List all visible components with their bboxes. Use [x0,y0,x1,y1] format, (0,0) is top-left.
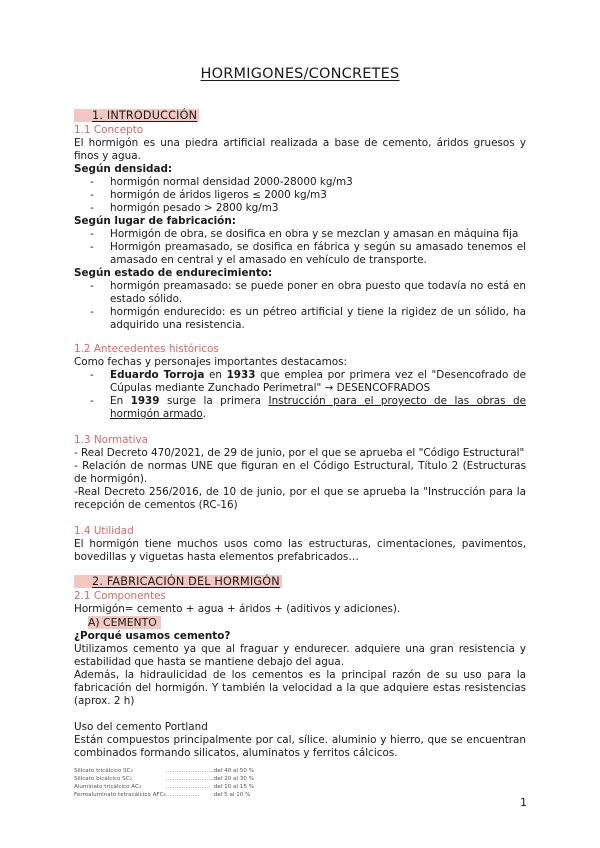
page-number: 1 [520,796,527,809]
list-item [110,395,526,421]
table-cell: Ferroaluminato tetracálcico AFC₄ [74,792,166,798]
item2-mid: surge la primera [159,395,269,407]
section-1-heading-wrap [74,109,526,123]
table-cell: ........................... [165,768,214,774]
normativa-title: 1.3 Normativa [74,434,149,446]
lugar-label: Según lugar de fabricación: [74,215,236,227]
table-cell: del 40 al 50 % [213,768,254,774]
torroja-en: en [204,369,227,381]
list-item: - Hormigón preamasado, se dosifica en fábrica y según su amasado tenemos el amasado en central y el amasado en vehículo de transporte. [110,241,526,267]
table-cell: ................... [165,792,200,798]
table-cell: ........................... [165,776,214,782]
densidad-list [74,176,526,215]
section-2-heading: 2. FABRICACIÓN DEL HORMIGÓN [74,575,282,588]
componentes-block [74,590,526,760]
list-item: - hormigón pesado > 2800 kg/m3 [110,202,526,215]
section-1-heading: 1. INTRODUCCIÓN [74,109,199,122]
cemento-question: ¿Porqué usamos cemento? [74,630,231,642]
list-item: - hormigón de áridos ligeros ≤ 2000 kg/m3 [110,189,526,202]
endurecimiento-label: Según estado de endurecimiento: [74,267,273,279]
table-row [74,767,254,775]
normativa-block [74,434,526,512]
concepto-text: El hormigón es una piedra artificial realizada a base de cemento, áridos gruesos y finos y agua. [74,137,526,162]
antecedentes-title: 1.2 Antecedentes históricos [74,343,219,355]
utilidad-text: El hormigón tiene muchos usos como las estructuras, cimentaciones, pavimentos, bovedillas y viguetas hasta elementos prefabricados… [74,538,526,563]
componentes-title: 2.1 Componentes [74,590,166,602]
antecedentes-block [74,343,526,421]
document-title: HORMIGONES/CONCRETES [200,66,400,82]
torroja-name: Eduardo Torroja [110,369,205,381]
cemento-heading: A) CEMENTO [88,616,161,629]
lugar-list [74,228,526,267]
concepto-block [74,124,526,332]
table-cell: del 10 al 15 % [213,784,254,790]
section-2-heading-wrap [74,575,526,589]
table-cell: Silicato bicálcico SC₂ [74,776,132,782]
normativa-line: -Real Decreto 256/2016, de 10 de junio, por el que se aprueba la "Instrucción para la recepción de cementos (RC-16) [74,486,526,511]
antecedentes-intro: Como fechas y personajes importantes destacamos: [74,356,348,368]
cemento-paragraph-2: Además, la hidraulicidad de los cementos es la principal razón de su uso para la fabricación del hormigón. Y también la velocidad a la que adquiere estas resistencias (aprox. 2 h) [74,669,526,707]
item2-pre: En [110,395,131,407]
concepto-title: 1.1 Concepto [74,124,144,136]
table-cell: ......................... [165,784,211,790]
table-cell: del 5 al 10 % [213,792,251,798]
list-item: - hormigón endurecido: es un pétreo artificial y tiene la rigidez de un sólido, ha adquirido una resistencia. [110,306,526,332]
item2-end: . [202,408,206,420]
portland-title: Uso del cemento Portland [74,721,208,733]
normativa-line: - Relación de normas UNE que figuran en el Código Estructural, Título 2 (Estructuras de hormigón). [74,460,526,485]
torroja-text: que emplea por primera vez el "Desencofrado de Cúpulas mediante Zunchado Perimetral" → DESENCOFRADOS [110,369,526,394]
cemento-paragraph-1: Utilizamos cemento ya que al fraguar y endurecer. adquiere una gran resistencia y estabilidad que hasta se mantiene debajo del agua. [74,643,526,668]
table-cell: Aluminato tricálcico AC₃ [74,784,142,790]
utilidad-block [74,525,526,564]
torroja-year: 1933 [226,369,256,381]
componentes-formula: Hormigón= cemento + agua + áridos + (aditivos y adiciones). [74,603,401,615]
densidad-label: Según densidad: [74,163,173,175]
normativa-line: - Real Decreto 470/2021, de 29 de junio, por el que se aprueba el "Código Estructural" [74,447,525,459]
table-cell: Silicato tricálcico SC₃ [74,768,133,774]
antecedentes-list [74,369,526,421]
silicatos-table [74,767,254,799]
table-row [74,791,254,799]
table-row [74,783,254,791]
utilidad-title: 1.4 Utilidad [74,525,134,537]
list-item: - hormigón preamasado: se puede poner en obra puesto que todavía no está en estado sólido. [110,280,526,306]
item2-year: 1939 [130,395,160,407]
list-item [110,369,526,395]
instruccion-link: Instrucción para el proyecto de las obras de hormigón armado [110,395,526,420]
portland-text: Están compuestos principalmente por cal, sílice. aluminio y hierro, que se encuentran combinados formando silicatos, aluminatos y ferritos cálcicos. [74,734,526,759]
table-row [74,775,254,783]
endurecimiento-list [74,280,526,332]
table-cell: del 20 al 30 % [213,776,254,782]
list-item: - hormigón normal densidad 2000-28000 kg/m3 [110,176,526,189]
list-item: - Hormigón de obra, se dosifica en obra y se mezclan y amasan en máquina fija [110,228,526,241]
